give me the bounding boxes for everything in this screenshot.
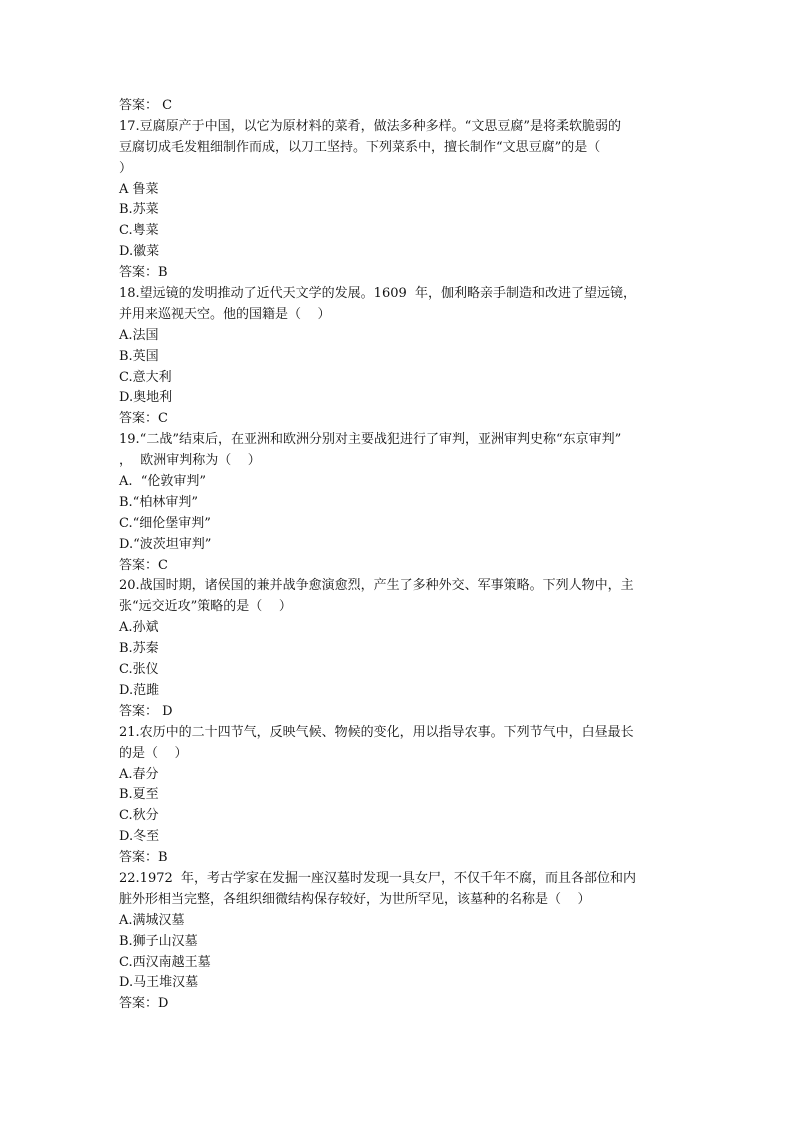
answer-line: 答案： C	[119, 98, 173, 113]
option-b: B.夏至	[119, 787, 159, 803]
option-c: C.意大利	[119, 369, 172, 385]
option-c: C.“细伦堡审判”	[119, 515, 211, 531]
question-19-line-2: ， 欧洲审判称为（ ）	[119, 453, 261, 469]
question-19-line-1: 19.“二战”结束后，在亚洲和欧洲分别对主要战犯进行了审判，亚洲审判史称“东京审判”	[119, 432, 622, 448]
question-17-line-3: ）	[119, 160, 133, 176]
option-c: C.秋分	[119, 808, 159, 824]
question-21-line-1: 21.农历中的二十四节气，反映气候、物候的变化，用以指导农事。下列节气中，白昼最长	[119, 724, 634, 740]
question-18-line-1: 18.望远镜的发明推动了近代天文学的发展。1609 年，伽利略亲手制造和改进了望远镜，	[119, 286, 637, 302]
answer-line: 答案：C	[119, 411, 168, 427]
question-22-line-2: 脏外形相当完整，各组织细微结构保存较好，为世所罕见，该墓种的名称是（ ）	[119, 891, 591, 907]
option-b: B.英国	[119, 348, 159, 364]
option-d: D.徽菜	[119, 244, 160, 260]
option-a: A.孙斌	[119, 620, 159, 636]
option-b: B.苏菜	[119, 202, 159, 218]
question-20-line-2: 张“远交近攻”策略的是（ ）	[119, 599, 292, 615]
option-a: A.春分	[119, 766, 159, 782]
question-17-line-2: 豆腐切成毛发粗细制作而成，以刀工坚持。下列菜系中，擅长制作“文思豆腐”的是（	[119, 139, 601, 155]
option-a: A.法国	[119, 327, 159, 343]
question-18-line-2: 并用来巡视天空。他的国籍是（ ）	[119, 306, 331, 322]
answer-line: 答案：B	[119, 265, 168, 281]
option-a: A 鲁菜	[119, 181, 159, 197]
option-b: B.狮子山汉墓	[119, 933, 198, 949]
option-b: B.苏秦	[119, 641, 159, 657]
option-c: C.张仪	[119, 662, 159, 678]
option-c: C.粤菜	[119, 223, 159, 239]
answer-line: 答案：D	[119, 996, 169, 1012]
answer-line: 答案：B	[119, 850, 168, 866]
option-d: D.范雎	[119, 682, 160, 698]
answer-line: 答案： D	[119, 703, 173, 719]
question-20-line-1: 20.战国时期，诸侯国的兼并战争愈演愈烈，产生了多种外交、军事策略。下列人物中，主	[119, 578, 634, 594]
option-d: D.马王堆汉墓	[119, 975, 199, 991]
option-c: C.西汉南越王墓	[119, 954, 211, 970]
document-page	[119, 96, 689, 1015]
question-22-line-1: 22.1972 年，考古学家在发掘一座汉墓时发现一具女尸，不仅千年不腐，而且各部位和内	[119, 870, 637, 886]
option-b: B.“柏林审判”	[119, 494, 198, 510]
option-d: D.冬至	[119, 829, 160, 845]
option-a: A.满城汉墓	[119, 912, 185, 928]
option-a: A. “伦敦审判”	[119, 474, 207, 490]
question-21-line-2: 的是（ ）	[119, 745, 188, 761]
option-d: D.奥地利	[119, 390, 173, 406]
question-17-line-1: 17.豆腐原产于中国，以它为原材料的菜肴，做法多种多样。“文思豆腐”是将柔软脆弱的	[119, 118, 621, 134]
option-d: D.“波茨坦审判”	[119, 536, 212, 552]
answer-line: 答案：C	[119, 557, 168, 573]
